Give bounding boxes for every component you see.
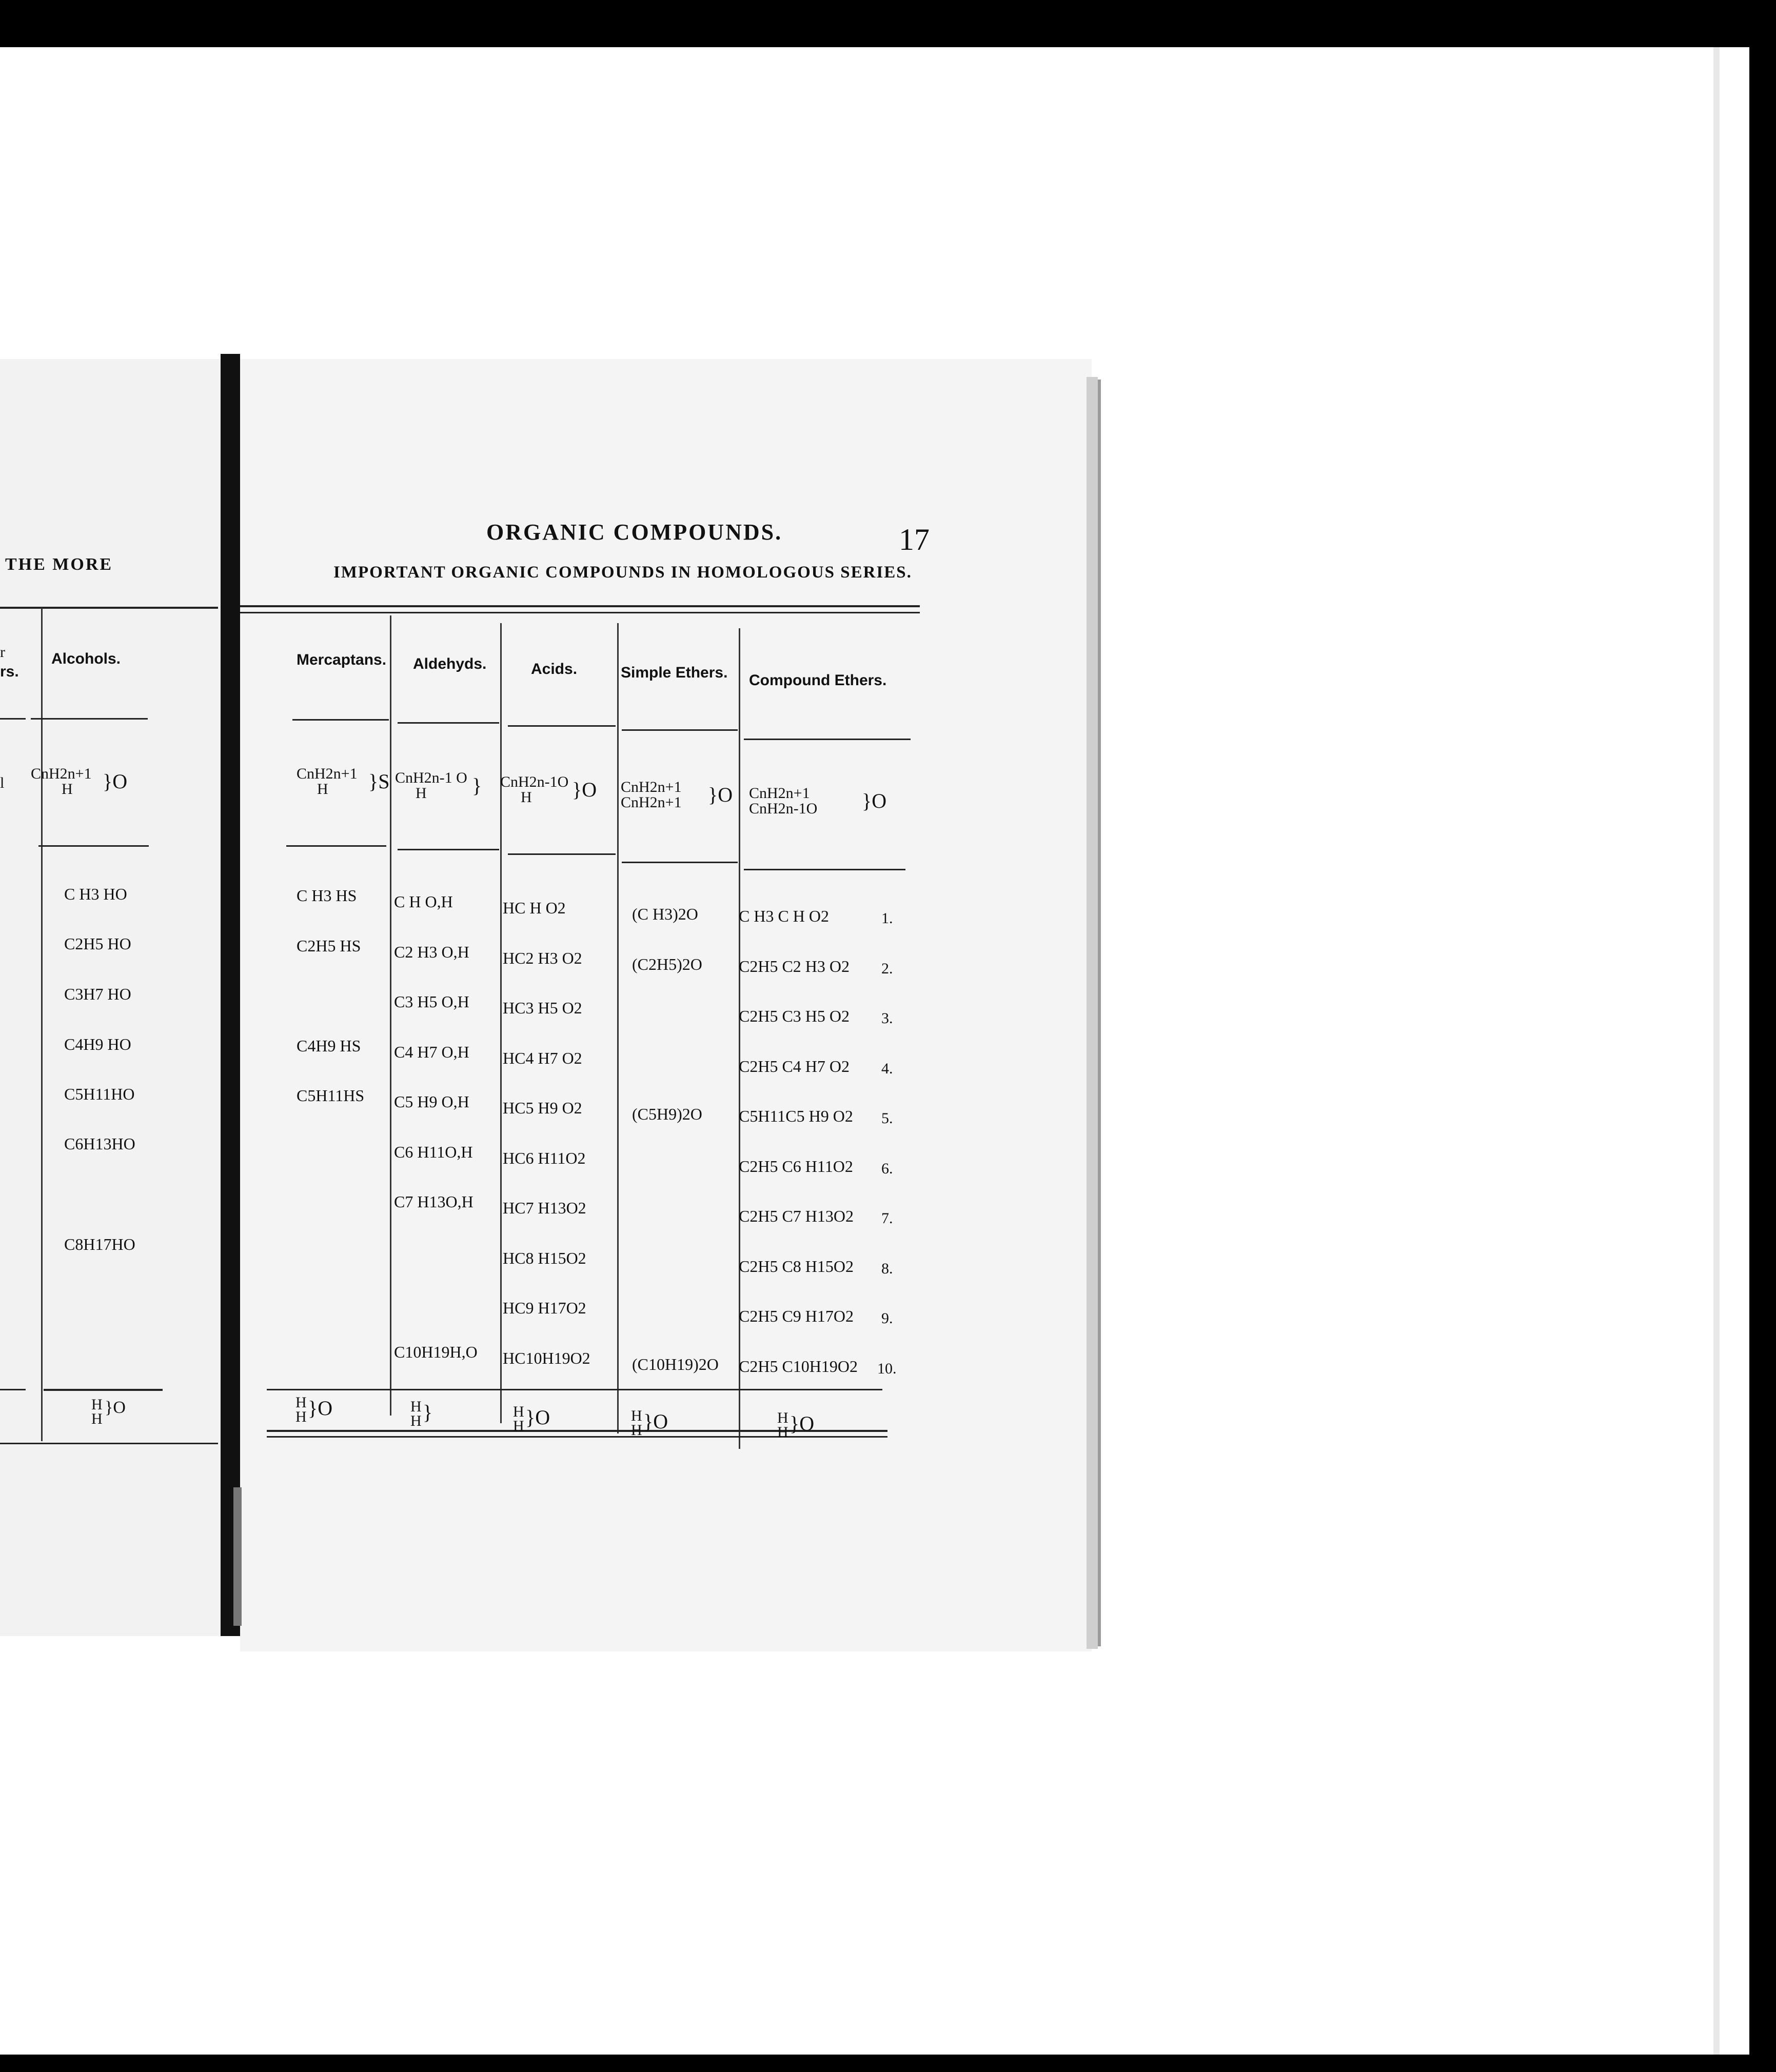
- page-number: 17: [899, 523, 930, 556]
- table-cell: HC3 H5 O2: [503, 999, 582, 1017]
- alcohols-row: C2H5 HO: [64, 934, 131, 953]
- general-rule-ald: [398, 849, 499, 850]
- left-header-fragment: THE MORE: [5, 555, 113, 574]
- footer-formula-bottom: H: [777, 1424, 788, 1441]
- header-rule-ald: [398, 722, 499, 724]
- table-cell: (C2H5)2O: [632, 955, 702, 973]
- table-cell: (C H3)2O: [632, 905, 698, 923]
- table-cell: HC10H19O2: [503, 1349, 590, 1367]
- left-bottom-rule: [0, 1443, 218, 1444]
- alcohols-row: C5H11HO: [64, 1085, 135, 1103]
- col-divider-3: [617, 623, 619, 1433]
- table-cell: HC8 H15O2: [503, 1249, 586, 1267]
- footer-rule-top: [267, 1389, 882, 1390]
- table-cell: HC H O2: [503, 899, 566, 917]
- col-divider-4: [739, 628, 740, 1449]
- footer-formula-suffix: }O: [790, 1412, 815, 1435]
- row-number: 8.: [881, 1260, 893, 1277]
- left-column-divider: [41, 608, 43, 1441]
- row-number: 5.: [881, 1110, 893, 1127]
- alcohols-row: C4H9 HO: [64, 1035, 131, 1053]
- table-cell: C6 H11O,H: [394, 1143, 473, 1161]
- row-number: 3.: [881, 1010, 893, 1027]
- page-edge-shadow: [1087, 377, 1098, 1649]
- table-cell: C3 H5 O,H: [394, 992, 469, 1011]
- left-header-rule-a: [0, 718, 26, 720]
- table-cell: C2H5 C7 H13O2: [739, 1207, 854, 1225]
- alcohols-header: Alcohols.: [51, 650, 121, 667]
- table-cell: C2H5 C2 H3 O2: [739, 957, 850, 975]
- column-header: Mercaptans.: [297, 651, 387, 668]
- table-bottom-rule-2: [267, 1436, 887, 1438]
- alcohols-row: C8H17HO: [64, 1235, 135, 1253]
- column-header: Aldehyds.: [413, 655, 487, 672]
- alcohols-row: C H3 HO: [64, 885, 127, 903]
- left-footer-rule-a: [0, 1389, 26, 1390]
- footer-formula-top: H: [777, 1409, 788, 1426]
- column-header: Acids.: [531, 661, 578, 678]
- table-cell: C5H11HS: [297, 1086, 365, 1105]
- book-spine: [221, 354, 240, 1636]
- footer-formula-bottom: H: [295, 1408, 307, 1425]
- table-cell: C H3 C H O2: [739, 907, 830, 925]
- general-formula-suffix: }O: [572, 778, 597, 801]
- alcohols-row: C6H13HO: [64, 1134, 135, 1153]
- left-partial-top: r: [0, 644, 5, 661]
- general-rule-acid: [508, 853, 616, 855]
- left-general-rule: [38, 845, 149, 847]
- general-rule-compound: [744, 869, 905, 870]
- scan-frame-right: [1749, 0, 1776, 2072]
- table-cell: C7 H13O,H: [394, 1192, 473, 1211]
- alcohols-footer-bottom: H: [91, 1410, 103, 1427]
- table-cell: C H O,H: [394, 892, 453, 911]
- general-formula-top: CnH2n+1: [297, 765, 358, 782]
- footer-formula-suffix: }O: [643, 1410, 668, 1433]
- header-rule-simple: [622, 729, 738, 731]
- footer-formula-top: H: [631, 1407, 642, 1424]
- footer-formula-top: H: [410, 1398, 422, 1415]
- general-formula-top: CnH2n+1: [749, 785, 810, 802]
- general-rule-merc: [286, 845, 386, 847]
- alcohols-general-bottom: H: [62, 781, 73, 798]
- left-footer-rule-b: [44, 1389, 163, 1391]
- footer-formula-suffix: }O: [308, 1397, 333, 1420]
- general-formula-bottom: H: [416, 785, 427, 802]
- general-formula-top: CnH2n-1 O: [395, 769, 467, 786]
- alcohols-footer-top: H: [91, 1396, 103, 1413]
- alcohols-general-suffix: }O: [103, 770, 128, 793]
- row-number: 1.: [881, 910, 893, 927]
- table-cell: C5H11C5 H9 O2: [739, 1107, 853, 1125]
- table-cell: HC9 H17O2: [503, 1299, 586, 1317]
- table-cell: C2H5 C9 H17O2: [739, 1307, 854, 1325]
- header-rule-acid: [508, 725, 616, 727]
- table-cell: C2H5 C4 H7 O2: [739, 1057, 850, 1075]
- table-cell: C2H5 C3 H5 O2: [739, 1007, 850, 1025]
- row-number: 6.: [881, 1160, 893, 1177]
- scan-frame-bottom: [0, 2055, 1776, 2072]
- table-cell: C2H5 C10H19O2: [739, 1357, 858, 1376]
- general-formula-suffix: }S: [368, 770, 390, 793]
- col-divider-1: [390, 615, 391, 1416]
- general-formula-suffix: }O: [708, 783, 733, 806]
- running-head: ORGANIC COMPOUNDS.: [486, 520, 783, 545]
- table-cell: C2H5 HS: [297, 937, 361, 955]
- footer-formula-suffix: }: [423, 1401, 433, 1424]
- table-top-rule-1: [240, 605, 920, 607]
- table-cell: (C5H9)2O: [632, 1105, 702, 1123]
- footer-formula-bottom: H: [631, 1422, 642, 1439]
- general-formula-bottom: H: [521, 789, 532, 806]
- table-cell: HC2 H3 O2: [503, 949, 582, 967]
- alcohols-row: C3H7 HO: [64, 985, 131, 1003]
- row-number: 4.: [881, 1060, 893, 1077]
- col-divider-2: [500, 623, 502, 1423]
- right-page: [240, 359, 1092, 1651]
- table-cell: HC6 H11O2: [503, 1149, 586, 1167]
- row-number: 2.: [881, 960, 893, 977]
- table-cell: C4H9 HS: [297, 1037, 361, 1055]
- general-formula-suffix: }: [472, 774, 482, 797]
- table-cell: HC5 H9 O2: [503, 1099, 582, 1117]
- column-header: Compound Ethers.: [749, 672, 887, 689]
- table-cell: (C10H19)2O: [632, 1355, 719, 1373]
- header-rule-merc: [292, 719, 389, 721]
- left-partial-header: rs.: [0, 663, 19, 680]
- table-cell: C4 H7 O,H: [394, 1043, 469, 1061]
- alcohols-footer-suffix: }O: [105, 1398, 126, 1417]
- left-partial-formula: l: [0, 774, 5, 791]
- general-formula-top: CnH2n+1: [621, 779, 682, 795]
- table-cell: HC7 H13O2: [503, 1199, 586, 1217]
- table-cell: C H3 HS: [297, 886, 357, 905]
- row-number: 9.: [881, 1310, 893, 1327]
- column-header: Simple Ethers.: [621, 664, 728, 681]
- spine-crack: [233, 1487, 242, 1626]
- row-number: 10.: [877, 1360, 897, 1377]
- alcohols-general-top: CnH2n+1: [31, 765, 92, 782]
- table-cell: C5 H9 O,H: [394, 1092, 469, 1111]
- left-top-rule: [0, 607, 218, 609]
- header-rule-compound: [744, 739, 911, 740]
- footer-formula-top: H: [513, 1403, 524, 1420]
- general-formula-suffix: }O: [862, 789, 887, 812]
- general-formula-bottom: CnH2n+1: [621, 794, 682, 811]
- general-rule-simple: [622, 862, 738, 863]
- footer-formula-bottom: H: [410, 1412, 422, 1429]
- scan-frame-top: [0, 0, 1776, 47]
- general-formula-top: CnH2n-1O: [500, 773, 569, 790]
- footer-formula-top: H: [295, 1394, 307, 1411]
- row-number: 7.: [881, 1210, 893, 1227]
- table-cell: C2H5 C6 H11O2: [739, 1157, 853, 1176]
- table-cell: HC4 H7 O2: [503, 1049, 582, 1067]
- table-cell: C10H19H,O: [394, 1343, 478, 1361]
- page-edge-dark: [1098, 380, 1101, 1646]
- table-title: IMPORTANT ORGANIC COMPOUNDS IN HOMOLOGOUS SERIES.: [333, 563, 912, 582]
- table-top-rule-2: [240, 612, 920, 613]
- left-header-rule-b: [31, 718, 148, 720]
- footer-formula-suffix: }O: [525, 1406, 550, 1429]
- general-formula-bottom: CnH2n-1O: [749, 800, 818, 817]
- scan-frame-edge: [1713, 47, 1720, 2055]
- table-cell: C2 H3 O,H: [394, 943, 469, 961]
- footer-formula-bottom: H: [513, 1418, 524, 1435]
- table-cell: C2H5 C8 H15O2: [739, 1257, 854, 1276]
- general-formula-bottom: H: [317, 781, 328, 798]
